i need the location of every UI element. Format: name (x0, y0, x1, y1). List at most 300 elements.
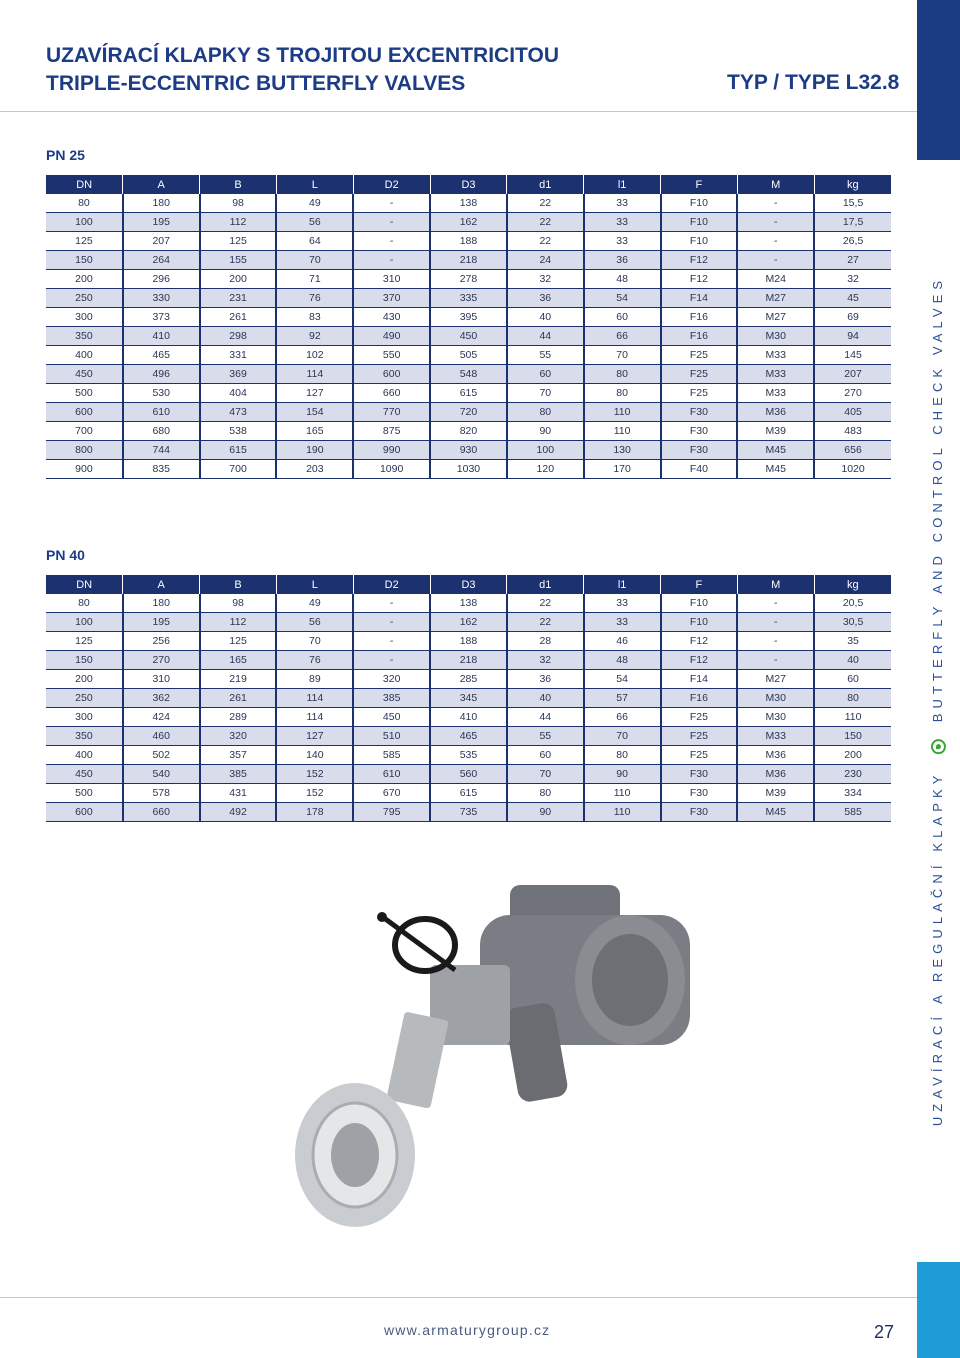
column-header: l1 (584, 175, 661, 194)
table-cell: 502 (123, 746, 200, 765)
table-cell: 362 (123, 689, 200, 708)
table-cell: 80 (507, 784, 584, 803)
table-cell: - (353, 194, 430, 213)
table-cell: 40 (507, 689, 584, 708)
table-cell: 490 (353, 327, 430, 346)
table-cell: F12 (661, 651, 738, 670)
table-cell: 125 (200, 632, 277, 651)
table-cell: 140 (276, 746, 353, 765)
table-cell: 71 (276, 270, 353, 289)
table-cell: 200 (200, 270, 277, 289)
table-cell: 385 (353, 689, 430, 708)
table-cell: 261 (200, 689, 277, 708)
table-cell: 505 (430, 346, 507, 365)
table-row (46, 613, 891, 632)
table-cell: 60 (814, 670, 891, 689)
table-row (46, 270, 891, 289)
table-cell: F30 (661, 765, 738, 784)
table-cell: 154 (276, 403, 353, 422)
table-row (46, 632, 891, 651)
table-cell: - (737, 651, 814, 670)
table-row (46, 689, 891, 708)
table-cell: F14 (661, 289, 738, 308)
table-cell: 404 (200, 384, 277, 403)
table-cell: M33 (737, 365, 814, 384)
valve-disc (331, 1123, 379, 1187)
table-cell: 32 (814, 270, 891, 289)
table-cell: 548 (430, 365, 507, 384)
table-cell: 36 (584, 251, 661, 270)
column-header: M (737, 175, 814, 194)
table-cell: F16 (661, 308, 738, 327)
table-cell: 69 (814, 308, 891, 327)
table-cell: 270 (123, 651, 200, 670)
table-cell: 125 (46, 232, 123, 251)
table-cell: 33 (584, 613, 661, 632)
table-cell: 98 (200, 594, 277, 613)
table-cell: 80 (814, 689, 891, 708)
table-cell: 660 (353, 384, 430, 403)
table-cell: 145 (814, 346, 891, 365)
header-divider (0, 111, 917, 112)
table-cell: 150 (46, 251, 123, 270)
table-cell: 112 (200, 213, 277, 232)
table-row (46, 651, 891, 670)
table-cell: 46 (584, 632, 661, 651)
table-cell: - (353, 232, 430, 251)
table-cell: 70 (584, 727, 661, 746)
table-row (46, 384, 891, 403)
table-cell: 70 (584, 346, 661, 365)
table-cell: M45 (737, 460, 814, 479)
table-cell: - (737, 194, 814, 213)
table-cell: M39 (737, 422, 814, 441)
table-cell: 155 (200, 251, 277, 270)
table-cell: 300 (46, 708, 123, 727)
table-cell: M39 (737, 784, 814, 803)
table-cell: M24 (737, 270, 814, 289)
table-cell: - (353, 632, 430, 651)
table-row (46, 251, 891, 270)
table-cell: 492 (200, 803, 277, 822)
column-header: L (276, 575, 353, 594)
table-cell: - (353, 594, 430, 613)
table-cell: 24 (507, 251, 584, 270)
table-cell: 231 (200, 289, 277, 308)
page-number: 27 (874, 1322, 895, 1342)
sidebar-text-czech: UZAVÍRACÍ A REGULAČNÍ KLAPKY (929, 770, 945, 1127)
table-cell: 289 (200, 708, 277, 727)
table-cell: F10 (661, 232, 738, 251)
table-row (46, 594, 891, 613)
table-cell: 120 (507, 460, 584, 479)
table-cell: 320 (353, 670, 430, 689)
table-cell: 218 (430, 651, 507, 670)
table-cell: 162 (430, 613, 507, 632)
table-cell: 90 (507, 422, 584, 441)
table-cell: 180 (123, 594, 200, 613)
table-cell: 535 (430, 746, 507, 765)
table-cell: 430 (353, 308, 430, 327)
table-cell: 180 (123, 194, 200, 213)
table-cell: 930 (430, 441, 507, 460)
table-cell: 56 (276, 213, 353, 232)
table-cell: 400 (46, 346, 123, 365)
table-cell: 40 (507, 308, 584, 327)
table-row (46, 308, 891, 327)
table-cell: 405 (814, 403, 891, 422)
table-cell: 331 (200, 346, 277, 365)
table-cell: 55 (507, 346, 584, 365)
table-cell: F12 (661, 632, 738, 651)
table-cell: 112 (200, 613, 277, 632)
table-cell: 615 (430, 384, 507, 403)
table-cell: 76 (276, 289, 353, 308)
table-cell: - (737, 213, 814, 232)
table-cell: 170 (584, 460, 661, 479)
table-cell: 35 (814, 632, 891, 651)
table-cell: 744 (123, 441, 200, 460)
table-cell: 48 (584, 651, 661, 670)
pn40-table (46, 575, 891, 822)
table-cell: 80 (46, 594, 123, 613)
column-header: L (276, 175, 353, 194)
table-cell: 188 (430, 232, 507, 251)
footer-divider (0, 1297, 917, 1298)
table-cell: F10 (661, 194, 738, 213)
table-cell: 60 (507, 365, 584, 384)
column-header: kg (814, 175, 891, 194)
table-cell: F25 (661, 746, 738, 765)
table-cell: 310 (353, 270, 430, 289)
table-cell: 585 (814, 803, 891, 822)
table-cell: F10 (661, 594, 738, 613)
table-cell: 219 (200, 670, 277, 689)
table-cell: 500 (46, 384, 123, 403)
table-cell: 473 (200, 403, 277, 422)
table-cell: 900 (46, 460, 123, 479)
table-cell: 550 (353, 346, 430, 365)
table-cell: 296 (123, 270, 200, 289)
table-cell: 1030 (430, 460, 507, 479)
table-cell: 22 (507, 194, 584, 213)
table-cell: 60 (507, 746, 584, 765)
table-cell: 70 (507, 765, 584, 784)
table-cell: 600 (46, 803, 123, 822)
column-header: d1 (507, 575, 584, 594)
table-cell: 310 (123, 670, 200, 689)
table-cell: F30 (661, 441, 738, 460)
table-cell: 60 (584, 308, 661, 327)
table-cell: F30 (661, 403, 738, 422)
table-row (46, 327, 891, 346)
leaf-logo-icon (931, 739, 946, 754)
table-cell: M27 (737, 308, 814, 327)
table-cell: 22 (507, 594, 584, 613)
table-cell: 30,5 (814, 613, 891, 632)
table-cell: 460 (123, 727, 200, 746)
table-cell: 138 (430, 594, 507, 613)
table-cell: 320 (200, 727, 277, 746)
table-cell: F25 (661, 727, 738, 746)
table-cell: 110 (584, 422, 661, 441)
table-cell: 264 (123, 251, 200, 270)
table-cell: 57 (584, 689, 661, 708)
table-cell: 670 (353, 784, 430, 803)
table-cell: 203 (276, 460, 353, 479)
table-row (46, 213, 891, 232)
table-cell: 33 (584, 594, 661, 613)
table-row (46, 784, 891, 803)
table-cell: F16 (661, 327, 738, 346)
valve-yoke (386, 1011, 449, 1108)
table-cell: 578 (123, 784, 200, 803)
table-cell: 80 (46, 194, 123, 213)
table-cell: F10 (661, 213, 738, 232)
table-cell: M33 (737, 346, 814, 365)
pn40-label: PN 40 (46, 547, 85, 563)
table-cell: 110 (584, 403, 661, 422)
column-header: A (123, 175, 200, 194)
table-cell: 230 (814, 765, 891, 784)
table-cell: 100 (46, 213, 123, 232)
table-cell: 369 (200, 365, 277, 384)
table-cell: 54 (584, 670, 661, 689)
table-cell: M45 (737, 803, 814, 822)
table-cell: 335 (430, 289, 507, 308)
table-cell: 66 (584, 327, 661, 346)
table-row (46, 403, 891, 422)
table-cell: 114 (276, 708, 353, 727)
table-row (46, 765, 891, 784)
table-cell: 395 (430, 308, 507, 327)
table-cell: F30 (661, 422, 738, 441)
table-cell: 385 (200, 765, 277, 784)
table-cell: 26,5 (814, 232, 891, 251)
table-cell: 200 (814, 746, 891, 765)
column-header: D2 (353, 175, 430, 194)
table-cell: 298 (200, 327, 277, 346)
table-cell: 178 (276, 803, 353, 822)
table-cell: M27 (737, 289, 814, 308)
type-label: TYP / TYPE L32.8 (727, 71, 900, 94)
table-cell: 735 (430, 803, 507, 822)
table-cell: 424 (123, 708, 200, 727)
table-cell: 207 (814, 365, 891, 384)
table-cell: 195 (123, 213, 200, 232)
table-cell: 114 (276, 689, 353, 708)
table-cell: 278 (430, 270, 507, 289)
table-cell: 80 (507, 403, 584, 422)
table-cell: 130 (584, 441, 661, 460)
table-cell: 92 (276, 327, 353, 346)
table-cell: 350 (46, 327, 123, 346)
table-cell: 64 (276, 232, 353, 251)
table-cell: 835 (123, 460, 200, 479)
table-cell: M33 (737, 727, 814, 746)
table-cell: M30 (737, 327, 814, 346)
table-row (46, 422, 891, 441)
table-row (46, 460, 891, 479)
table-cell: M27 (737, 670, 814, 689)
table-cell: 600 (46, 403, 123, 422)
column-header: B (200, 575, 277, 594)
table-cell: 450 (353, 708, 430, 727)
table-row (46, 232, 891, 251)
table-cell: 680 (123, 422, 200, 441)
table-cell: 102 (276, 346, 353, 365)
table-row (46, 441, 891, 460)
table-row (46, 346, 891, 365)
table-cell: 56 (276, 613, 353, 632)
table-cell: 188 (430, 632, 507, 651)
table-cell: - (353, 651, 430, 670)
table-cell: 17,5 (814, 213, 891, 232)
side-accent-bar-top (917, 0, 960, 160)
table-cell: - (737, 232, 814, 251)
table-cell: 795 (353, 803, 430, 822)
table-cell: 90 (507, 803, 584, 822)
table-cell: 94 (814, 327, 891, 346)
table-cell: M36 (737, 403, 814, 422)
table-cell: 83 (276, 308, 353, 327)
table-cell: F14 (661, 670, 738, 689)
table-cell: - (353, 213, 430, 232)
table-cell: 76 (276, 651, 353, 670)
table-cell: 28 (507, 632, 584, 651)
table-cell: 875 (353, 422, 430, 441)
table-cell: F25 (661, 708, 738, 727)
table-cell: M36 (737, 765, 814, 784)
table-cell: 190 (276, 441, 353, 460)
table-cell: 150 (46, 651, 123, 670)
column-header: l1 (584, 575, 661, 594)
column-header: F (661, 175, 738, 194)
table-cell: 357 (200, 746, 277, 765)
table-cell: 200 (46, 270, 123, 289)
table-cell: 820 (430, 422, 507, 441)
table-cell: 250 (46, 689, 123, 708)
table-cell: F25 (661, 346, 738, 365)
table-cell: 45 (814, 289, 891, 308)
table-cell: F25 (661, 365, 738, 384)
table-cell: 510 (353, 727, 430, 746)
table-cell: 610 (123, 403, 200, 422)
table-row (46, 746, 891, 765)
column-header: D3 (430, 175, 507, 194)
table-cell: 55 (507, 727, 584, 746)
butterfly-valve-photo (280, 855, 700, 1240)
table-cell: F25 (661, 384, 738, 403)
table-cell: 261 (200, 308, 277, 327)
title-czech: UZAVÍRACÍ KLAPKY S TROJITOU EXCENTRICITOU (46, 44, 559, 67)
table-cell: 370 (353, 289, 430, 308)
table-cell: 48 (584, 270, 661, 289)
table-cell: 350 (46, 727, 123, 746)
column-header: DN (46, 175, 123, 194)
table-cell: 465 (430, 727, 507, 746)
table-cell: 33 (584, 194, 661, 213)
table-cell: 32 (507, 270, 584, 289)
table-cell: 15,5 (814, 194, 891, 213)
column-header: F (661, 575, 738, 594)
table-cell: 600 (353, 365, 430, 384)
table-cell: 330 (123, 289, 200, 308)
table-cell: 615 (430, 784, 507, 803)
table-cell: 560 (430, 765, 507, 784)
table-cell: 1090 (353, 460, 430, 479)
column-header: D2 (353, 575, 430, 594)
table-header-row (46, 575, 891, 594)
table-cell: 110 (584, 803, 661, 822)
table-cell: 700 (200, 460, 277, 479)
table-row (46, 803, 891, 822)
table-cell: M33 (737, 384, 814, 403)
table-cell: 450 (430, 327, 507, 346)
table-cell: 110 (584, 784, 661, 803)
table-cell: 54 (584, 289, 661, 308)
table-cell: 165 (200, 651, 277, 670)
table-cell: 110 (814, 708, 891, 727)
table-cell: 49 (276, 194, 353, 213)
table-cell: 32 (507, 651, 584, 670)
column-header: D3 (430, 575, 507, 594)
table-cell: 530 (123, 384, 200, 403)
table-cell: - (737, 594, 814, 613)
table-cell: 80 (584, 746, 661, 765)
website-url: www.armaturygroup.cz (384, 1322, 551, 1338)
table-row (46, 727, 891, 746)
table-cell: 410 (123, 327, 200, 346)
table-cell: F10 (661, 613, 738, 632)
table-cell: 195 (123, 613, 200, 632)
table-cell: M45 (737, 441, 814, 460)
sidebar-text-english: BUTTERFLY AND CONTROL CHECK VALVES (929, 275, 945, 723)
table-cell: 90 (584, 765, 661, 784)
table-cell: 150 (814, 727, 891, 746)
table-cell: 500 (46, 784, 123, 803)
column-header: kg (814, 575, 891, 594)
table-header-row (46, 175, 891, 194)
column-header: B (200, 175, 277, 194)
table-cell: 300 (46, 308, 123, 327)
table-cell: F40 (661, 460, 738, 479)
table-cell: 70 (276, 251, 353, 270)
table-cell: 250 (46, 289, 123, 308)
table-cell: 33 (584, 213, 661, 232)
table-cell: 540 (123, 765, 200, 784)
table-cell: 720 (430, 403, 507, 422)
table-cell: 373 (123, 308, 200, 327)
column-header: DN (46, 575, 123, 594)
table-cell: 162 (430, 213, 507, 232)
table-cell: 990 (353, 441, 430, 460)
table-cell: F12 (661, 270, 738, 289)
table-cell: 40 (814, 651, 891, 670)
table-cell: 89 (276, 670, 353, 689)
table-cell: - (737, 251, 814, 270)
table-cell: 270 (814, 384, 891, 403)
sidebar-vertical-text (930, 276, 946, 1126)
table-row (46, 365, 891, 384)
table-cell: 538 (200, 422, 277, 441)
table-row (46, 670, 891, 689)
table-row (46, 289, 891, 308)
table-cell: 334 (814, 784, 891, 803)
table-cell: 100 (46, 613, 123, 632)
table-cell: 256 (123, 632, 200, 651)
table-cell: 125 (46, 632, 123, 651)
